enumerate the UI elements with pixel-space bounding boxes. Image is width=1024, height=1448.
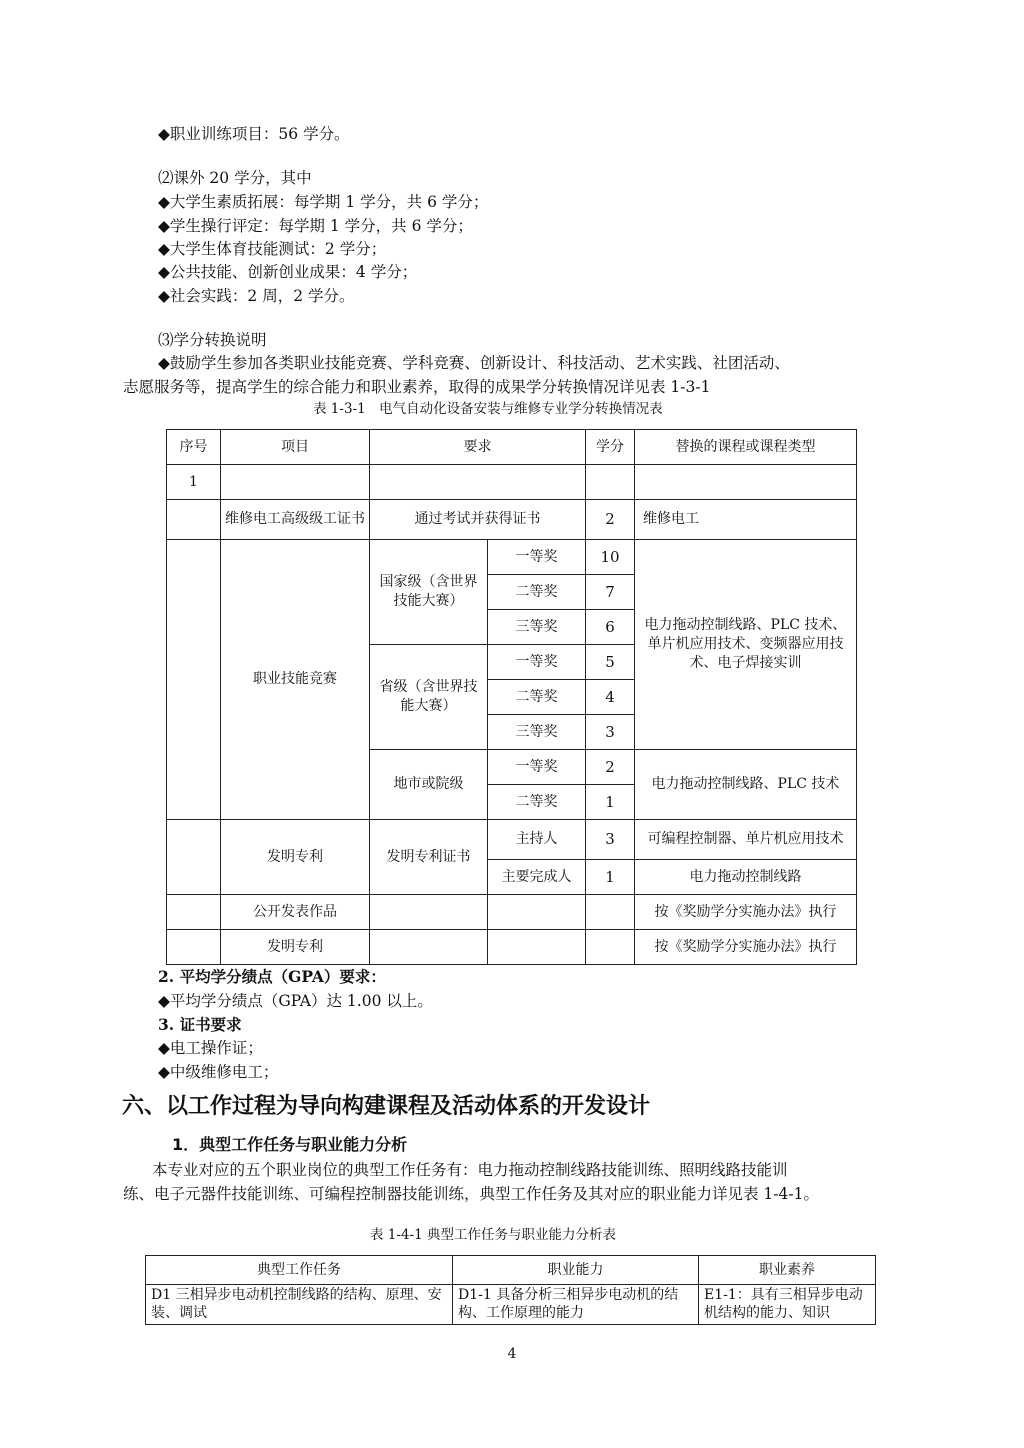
body-line: ⑶学分转换说明 bbox=[158, 331, 267, 349]
header-literacy: 职业素养 bbox=[699, 1256, 876, 1285]
credit-cell: 5 bbox=[586, 645, 635, 680]
body-line: ◆鼓励学生参加各类职业技能竞赛、学科竞赛、创新设计、科技活动、艺术实践、社团活动、 bbox=[158, 354, 790, 372]
credit-cell: 3 bbox=[586, 820, 635, 860]
table-cell bbox=[221, 465, 370, 500]
level-cell: 省级（含世界技能大赛） bbox=[370, 645, 488, 750]
table-cell bbox=[167, 895, 221, 930]
item-cell: 发明专利 bbox=[221, 820, 370, 895]
body-line: ◆职业训练项目：56 学分。 bbox=[158, 125, 350, 143]
item-cell: 公开发表作品 bbox=[221, 895, 370, 930]
table-cell bbox=[488, 930, 586, 965]
course-cell: 电力拖动控制线路、PLC 技术 bbox=[635, 750, 857, 820]
role-cell: 主要完成人 bbox=[488, 860, 586, 895]
literacy-cell: E1-1：具有三相异步电动机结构的能力、知识 bbox=[699, 1285, 876, 1325]
item-cell: 维修电工高级级工证书 bbox=[221, 500, 370, 540]
header-item: 项目 bbox=[221, 430, 370, 465]
credit-cell: 2 bbox=[586, 500, 635, 540]
table-cell bbox=[167, 820, 221, 895]
course-cell: 按《奖励学分实施办法》执行 bbox=[635, 895, 857, 930]
table-cell bbox=[370, 895, 488, 930]
body-line: 志愿服务等，提高学生的综合能力和职业素养，取得的成果学分转换情况详见表 1-3-1 bbox=[123, 378, 711, 396]
course-cell: 按《奖励学分实施办法》执行 bbox=[635, 930, 857, 965]
table-cell bbox=[167, 540, 221, 820]
table-cell bbox=[370, 465, 586, 500]
credit-cell: 1 bbox=[586, 785, 635, 820]
body-line: ◆中级维修电工； bbox=[158, 1063, 279, 1081]
section-title: 六、以工作过程为导向构建课程及活动体系的开发设计 bbox=[122, 1094, 651, 1119]
table-caption: 表 1-4-1 典型工作任务与职业能力分析表 bbox=[370, 1227, 616, 1243]
body-line: ◆公共技能、创新创业成果：4 学分； bbox=[158, 263, 418, 281]
course-cell: 可编程控制器、单片机应用技术 bbox=[635, 820, 857, 860]
prize-cell: 一等奖 bbox=[488, 645, 586, 680]
task-cell: D1 三相异步电动机控制线路的结构、原理、安装、调试 bbox=[146, 1285, 453, 1325]
header-index: 序号 bbox=[167, 430, 221, 465]
prize-cell: 二等奖 bbox=[488, 680, 586, 715]
task-ability-table bbox=[145, 1255, 876, 1325]
body-line: ◆电工操作证； bbox=[158, 1039, 263, 1057]
prize-cell: 二等奖 bbox=[488, 785, 586, 820]
level-cell: 地市或院级 bbox=[370, 750, 488, 820]
item-cell: 职业技能竞赛 bbox=[221, 540, 370, 820]
table-cell bbox=[635, 465, 857, 500]
page-number: 4 bbox=[507, 1346, 517, 1362]
table-caption: 表 1-3-1 电气自动化设备安装与维修专业学分转换情况表 bbox=[313, 401, 663, 417]
credit-cell: 6 bbox=[586, 610, 635, 645]
role-cell: 主持人 bbox=[488, 820, 586, 860]
credit-cell: 3 bbox=[586, 715, 635, 750]
body-line: ◆社会实践：2 周，2 学分。 bbox=[158, 287, 355, 305]
credit-cell: 7 bbox=[586, 575, 635, 610]
credit-cell: 4 bbox=[586, 680, 635, 715]
prize-cell: 二等奖 bbox=[488, 575, 586, 610]
subsection-title: 1．典型工作任务与职业能力分析 bbox=[172, 1135, 408, 1154]
prize-cell: 三等奖 bbox=[488, 610, 586, 645]
header-credit: 学分 bbox=[586, 430, 635, 465]
prize-cell: 一等奖 bbox=[488, 540, 586, 575]
item-cell: 发明专利 bbox=[221, 930, 370, 965]
table-cell bbox=[167, 930, 221, 965]
credit-cell: 1 bbox=[586, 860, 635, 895]
body-line: ◆平均学分绩点（GPA）达 1.00 以上。 bbox=[158, 992, 433, 1010]
ability-cell: D1-1 具备分析三相异步电动机的结构、工作原理的能力 bbox=[453, 1285, 699, 1325]
table-cell bbox=[370, 930, 488, 965]
course-cell: 电力拖动控制线路、PLC 技术、单片机应用技术、变频器应用技术、电子焊接实训 bbox=[635, 540, 857, 750]
course-cell: 维修电工 bbox=[635, 500, 857, 540]
gpa-heading: 2. 平均学分绩点（GPA）要求： bbox=[158, 967, 386, 986]
requirement-cell: 通过考试并获得证书 bbox=[370, 500, 586, 540]
body-line: ⑵课外 20 学分，其中 bbox=[158, 169, 312, 187]
requirement-cell: 发明专利证书 bbox=[370, 820, 488, 895]
table-cell bbox=[586, 930, 635, 965]
body-line: 练、电子元器件技能训练、可编程控制器技能训练，典型工作任务及其对应的职业能力详见表 1-4-1。 bbox=[123, 1185, 819, 1203]
prize-cell: 三等奖 bbox=[488, 715, 586, 750]
table-cell bbox=[488, 895, 586, 930]
body-line: 本专业对应的五个职业岗位的典型工作任务有：电力拖动控制线路技能训练、照明线路技能训 bbox=[152, 1161, 788, 1179]
credit-cell: 2 bbox=[586, 750, 635, 785]
header-course: 替换的课程或课程类型 bbox=[635, 430, 857, 465]
table-cell bbox=[586, 895, 635, 930]
header-ability: 职业能力 bbox=[453, 1256, 699, 1285]
table-cell bbox=[167, 500, 221, 540]
body-line: ◆学生操行评定：每学期 1 学分，共 6 学分； bbox=[158, 217, 473, 235]
cert-heading: 3. 证书要求 bbox=[158, 1015, 242, 1034]
header-requirement: 要求 bbox=[370, 430, 586, 465]
credit-conversion-table bbox=[166, 429, 857, 965]
level-cell: 国家级（含世界技能大赛） bbox=[370, 540, 488, 645]
header-task: 典型工作任务 bbox=[146, 1256, 453, 1285]
prize-cell: 一等奖 bbox=[488, 750, 586, 785]
body-line: ◆大学生体育技能测试：2 学分； bbox=[158, 240, 387, 258]
table-cell bbox=[586, 465, 635, 500]
course-cell: 电力拖动控制线路 bbox=[635, 860, 857, 895]
body-line: ◆大学生素质拓展：每学期 1 学分，共 6 学分； bbox=[158, 193, 489, 211]
credit-cell: 10 bbox=[586, 540, 635, 575]
row-index: 1 bbox=[167, 465, 221, 500]
